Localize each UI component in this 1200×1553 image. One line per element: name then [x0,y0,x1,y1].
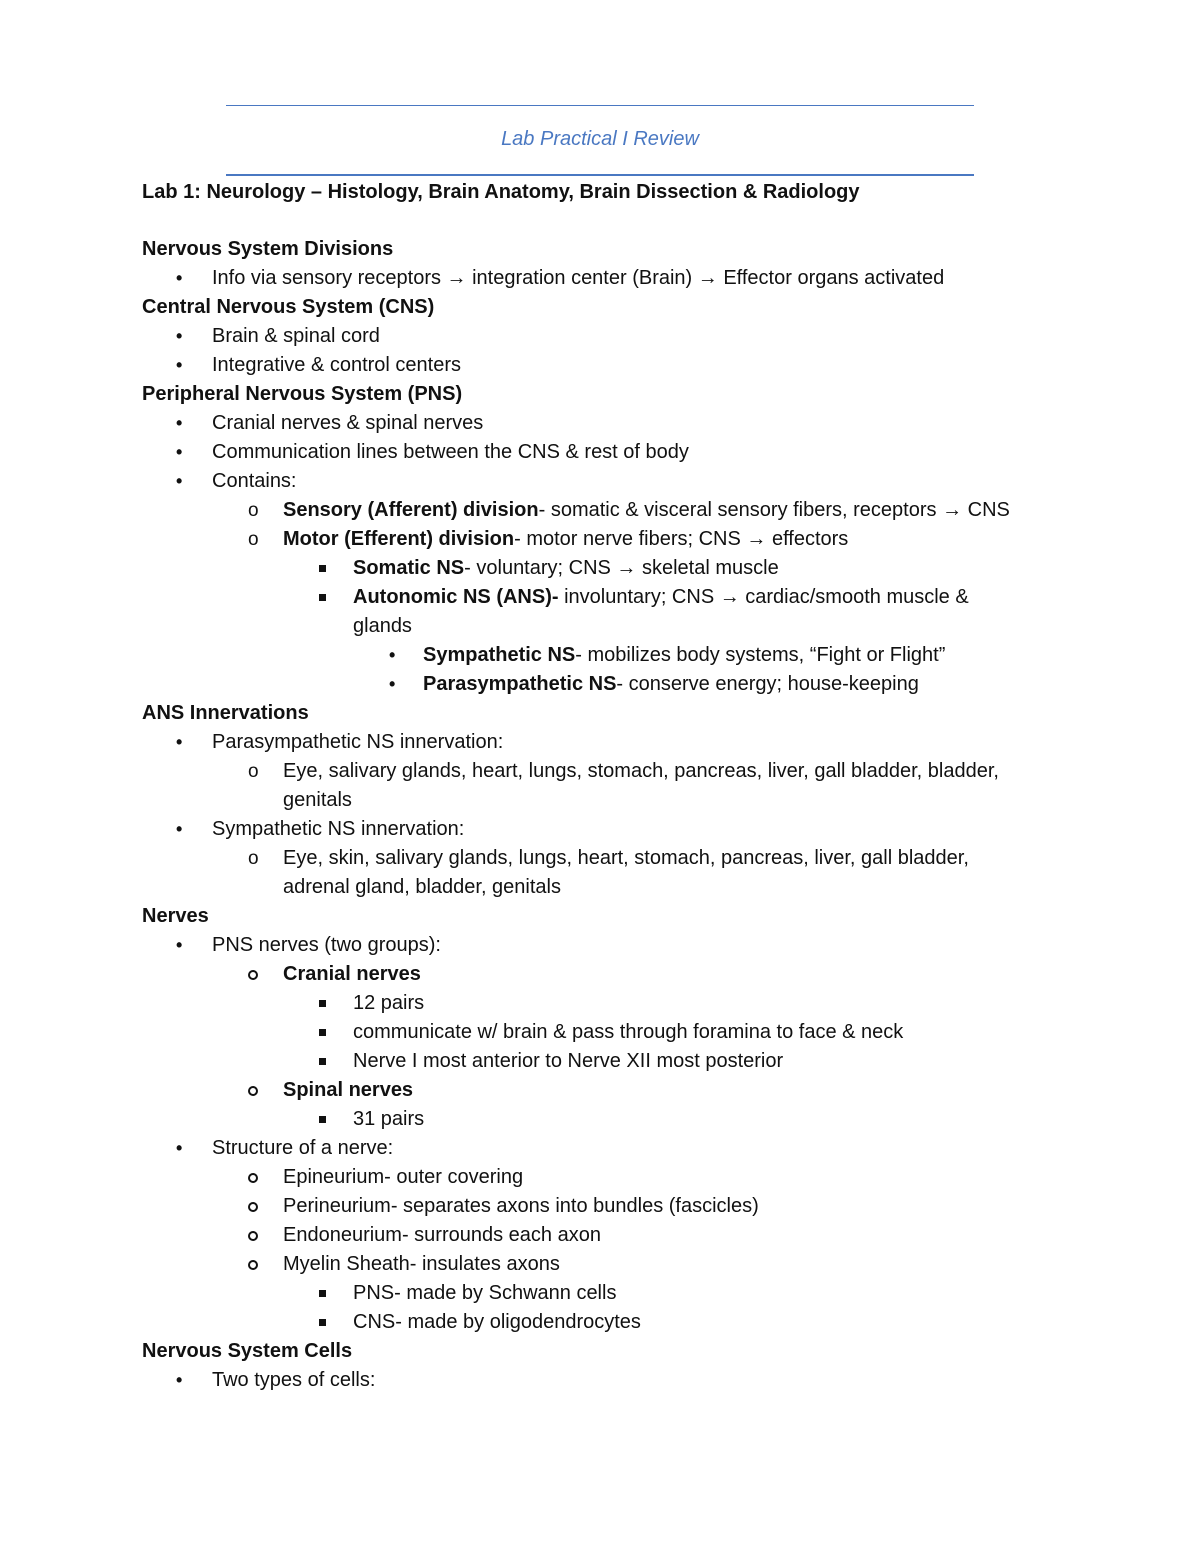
square-marker [319,565,326,572]
list-item [142,438,1052,467]
list-item-text: - mobilizes body systems, “Fight or Flight” [575,644,946,666]
list-item [142,409,1052,438]
document-body [142,178,1052,1395]
bullet-marker: • [176,413,183,433]
bullet-marker: • [176,1370,183,1390]
list-item [142,351,1052,380]
term-label: Autonomic NS (ANS)- [353,586,559,608]
circle-marker [248,1086,258,1096]
list-item-text: Structure of a nerve: [212,1137,394,1159]
list-item-text: Perineurium- separates axons into bundles (fascicles) [283,1195,759,1217]
square-marker [319,594,326,601]
list-item [142,1279,1052,1308]
term-label: Somatic NS [353,557,465,579]
list-item [142,1308,1052,1337]
list-item [142,525,1052,554]
list-item-text: Info via sensory receptors → integration center (Brain) → Effector organs activated [212,267,945,289]
title-top-rule [226,105,974,106]
list-item [142,844,1052,873]
square-marker [319,1029,326,1036]
section-heading: Central Nervous System (CNS) [142,296,435,318]
list-item-text: CNS- made by oligodendrocytes [353,1311,641,1333]
list-item [142,1221,1052,1250]
list-item [142,641,1052,670]
list-item-text: Contains: [212,470,297,492]
list-item [142,1366,1052,1395]
list-item-text: Eye, skin, salivary glands, lungs, heart, stomach, pancreas, liver, gall bladder, [283,847,969,869]
list-item-text: - voluntary; CNS → skeletal muscle [464,557,779,579]
list-item-continuation: genitals [283,789,352,811]
circle-marker [248,970,258,980]
square-marker [319,1058,326,1065]
list-item-text: Cranial nerves [283,963,421,985]
list-item [142,583,1052,612]
circle-marker: o [248,761,259,782]
list-item-text: 12 pairs [353,992,425,1014]
list-item [142,670,1052,699]
list-item [142,728,1052,757]
list-item-text: Parasympathetic NS innervation: [212,731,504,753]
list-item-text: - motor nerve fibers; CNS → effectors [514,528,849,550]
list-item-text: Endoneurium- surrounds each axon [283,1224,601,1246]
list-item-text: Communication lines between the CNS & rest of body [212,441,689,463]
section-heading: Nerves [142,905,209,927]
list-item [142,1250,1052,1279]
list-item-text: - conserve energy; house-keeping [616,673,919,695]
square-marker [319,1116,326,1123]
term-label: Sensory (Afferent) division [283,499,539,521]
bullet-marker: • [176,819,183,839]
term-label: Parasympathetic NS [423,673,617,695]
bullet-marker: • [176,1138,183,1158]
list-item-text: Eye, salivary glands, heart, lungs, stomach, pancreas, liver, gall bladder, bladder, [283,760,999,782]
term-label: Motor (Efferent) division [283,528,515,550]
list-item [142,989,1052,1018]
circle-marker [248,1202,258,1212]
circle-marker [248,1231,258,1241]
bullet-marker: • [389,645,396,665]
list-item [142,496,1052,525]
list-item [142,815,1052,844]
list-item [142,1163,1052,1192]
list-item-text: communicate w/ brain & pass through foramina to face & neck [353,1021,904,1043]
list-item-text: Brain & spinal cord [212,325,380,347]
list-item-continuation: adrenal gland, bladder, genitals [283,876,561,898]
list-item-text: 31 pairs [353,1108,425,1130]
section-heading: ANS Innervations [142,702,309,724]
list-item-text: Cranial nerves & spinal nerves [212,412,484,434]
list-item-text: Integrative & control centers [212,354,462,376]
bullet-marker: • [176,268,183,288]
bullet-marker: • [176,355,183,375]
bullet-marker: • [176,471,183,491]
bullet-marker: • [176,732,183,752]
section-heading: Nervous System Cells [142,1340,353,1362]
bullet-marker: • [176,442,183,462]
bullet-marker: • [389,674,396,694]
list-item-text: Epineurium- outer covering [283,1166,524,1188]
list-item-text: Myelin Sheath- insulates axons [283,1253,560,1275]
square-marker [319,1000,326,1007]
list-item [142,322,1052,351]
list-item [142,1018,1052,1047]
title-bottom-rule [226,174,974,176]
list-item-text: - somatic & visceral sensory fibers, receptors → CNS [538,499,1010,521]
bullet-marker: • [176,935,183,955]
list-item [142,960,1052,989]
list-item [142,1192,1052,1221]
circle-marker: o [248,500,259,521]
lab-heading: Lab 1: Neurology – Histology, Brain Anatomy, Brain Dissection & Radiology [142,181,860,203]
circle-marker: o [248,529,259,550]
list-item-text: Nerve I most anterior to Nerve XII most posterior [353,1050,784,1072]
list-item [142,1105,1052,1134]
circle-marker [248,1260,258,1270]
list-item [142,1047,1052,1076]
list-item-text: involuntary; CNS → cardiac/smooth muscle & [558,586,969,608]
list-item-continuation: glands [353,615,412,637]
circle-marker [248,1173,258,1183]
document-title: Lab Practical I Review [501,128,699,150]
section-heading: Nervous System Divisions [142,238,394,260]
list-item-text: PNS- made by Schwann cells [353,1282,617,1304]
bullet-marker: • [176,326,183,346]
list-item-text: PNS nerves (two groups): [212,934,441,956]
section-heading: Peripheral Nervous System (PNS) [142,383,463,405]
list-item [142,264,1052,293]
list-item [142,931,1052,960]
list-item [142,1134,1052,1163]
list-item-text: Two types of cells: [212,1369,376,1391]
square-marker [319,1319,326,1326]
term-label: Sympathetic NS [423,644,576,666]
list-item [142,467,1052,496]
circle-marker: o [248,848,259,869]
list-item [142,554,1052,583]
list-item [142,757,1052,786]
list-item-text: Spinal nerves [283,1079,414,1101]
square-marker [319,1290,326,1297]
list-item [142,1076,1052,1105]
list-item-text: Sympathetic NS innervation: [212,818,465,840]
